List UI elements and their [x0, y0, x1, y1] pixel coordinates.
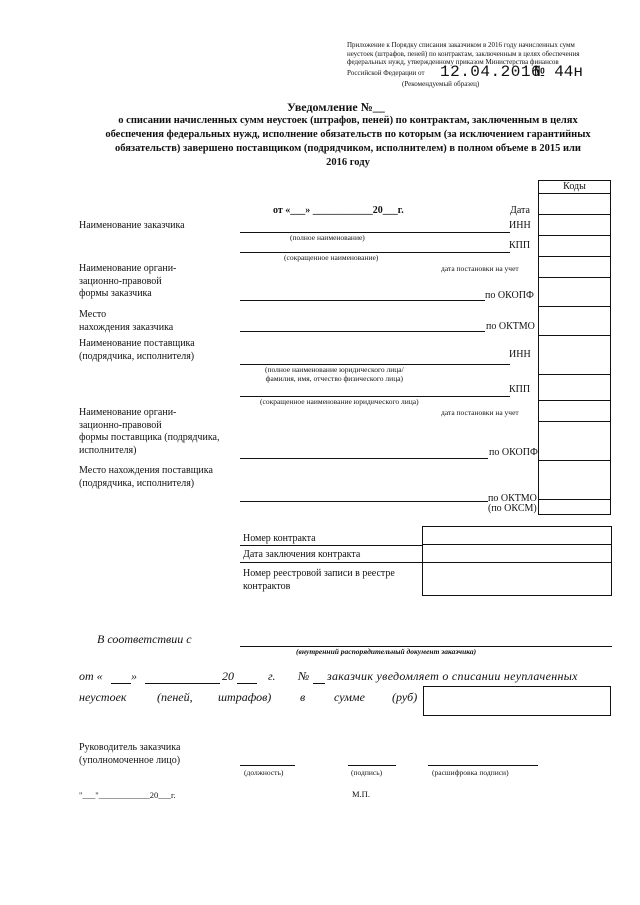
contract-date-underline — [240, 562, 422, 563]
code-label-kpp: КПП — [509, 240, 531, 251]
label-line: контрактов — [243, 581, 291, 592]
code-cell-supplier-okopf[interactable] — [538, 421, 611, 461]
label-line: Руководитель заказчика — [79, 742, 181, 753]
notice-month-line[interactable] — [145, 683, 220, 684]
caption-short-name: (сокращенное наименование) — [284, 253, 379, 262]
notice-word-penalties: неустоек — [79, 690, 127, 704]
notice-num-sign: № — [298, 669, 310, 683]
code-label-supplier-oksm: (по ОКСМ) — [488, 503, 537, 514]
label-line: зационно-правовой — [79, 419, 162, 431]
contract-number-field[interactable] — [422, 526, 612, 545]
label-line: зационно-правовой — [79, 275, 162, 287]
decoding-line[interactable] — [428, 765, 538, 766]
codes-header — [538, 180, 611, 194]
notice-word-charges: штрафов) — [218, 690, 272, 704]
signature-date: "___"____________20___г. — [79, 790, 176, 800]
notice-day-line[interactable] — [111, 683, 131, 684]
caption-full-name: (полное наименование) — [290, 233, 365, 242]
code-cell-oktmo[interactable] — [538, 306, 611, 336]
label-line: Номер реестровой записи в реестре — [243, 568, 395, 579]
code-label-supplier-okopf: по ОКОПФ — [489, 447, 538, 458]
page-title: Уведомление №__ — [287, 100, 385, 114]
notice-word-sum: сумме — [334, 690, 365, 704]
caption-position: (должность) — [244, 768, 284, 777]
code-label-supplier-inn: ИНН — [509, 349, 531, 360]
label-head — [79, 741, 180, 767]
approval-line: Российской Федерации от — [347, 69, 425, 77]
notice-according: В соответствии с — [97, 632, 192, 646]
supplier-org-form-line[interactable] — [240, 458, 488, 459]
label-line: Наименование органи- — [79, 407, 177, 418]
customer-location-line[interactable] — [240, 331, 485, 332]
position-line[interactable] — [240, 765, 295, 766]
approval-line: неустоек (штрафов, пеней) по контрактам, заключенным в целях обеспечения — [347, 49, 580, 58]
code-label-reg-date: дата постановки на учет — [441, 264, 519, 273]
label-customer-location — [79, 308, 173, 334]
subject-line: обязательств) завершено поставщиком (подрядчиком, исполнителем) в полном объеме в 2015 или — [115, 143, 581, 154]
notice-year-suffix: г. — [268, 669, 276, 683]
notice-year-line[interactable] — [237, 683, 257, 684]
code-label-supplier-oktmo: по ОКТМО — [488, 493, 537, 504]
label-supplier-location — [79, 464, 213, 490]
recommended-note: (Рекомендуемый образец) — [402, 80, 480, 88]
label-line: (подрядчика, исполнителя) — [79, 478, 195, 489]
label-line: исполнителя) — [79, 444, 137, 456]
approval-line: Приложение к Порядку списания заказчиком в 2016 году начисленных сумм — [347, 41, 575, 49]
supplier-location-line[interactable] — [240, 501, 488, 502]
label-line: формы заказчика — [79, 288, 152, 299]
label-line: нахождения заказчика — [79, 322, 174, 333]
caption-line: (полное наименование юридического лица/ — [265, 365, 404, 374]
label-line: Наименование органи- — [79, 263, 177, 274]
amount-field[interactable] — [423, 686, 611, 716]
codes-header-label: Коды — [563, 181, 586, 192]
label-line: (подрядчика, исполнителя) — [79, 351, 195, 362]
label-supplier-org-form — [79, 407, 219, 457]
customer-org-form-line[interactable] — [240, 300, 485, 301]
notice-year-prefix: 20 — [222, 669, 234, 683]
code-cell-supplier-oksm[interactable] — [538, 499, 611, 515]
label-registry-number — [243, 567, 395, 593]
label-customer-org-form — [79, 263, 176, 301]
caption-legal-full — [265, 365, 404, 383]
code-label-okopf: по ОКОПФ — [485, 290, 534, 301]
notice-number-line[interactable] — [313, 683, 325, 684]
label-contract-number: Номер контракта — [243, 533, 316, 544]
code-cell-inn[interactable] — [538, 214, 611, 236]
caption-legal-short: (сокращенное наименование юридического лица) — [260, 397, 419, 406]
caption-internal-doc: (внутренний распорядительный документ заказчика) — [296, 647, 477, 656]
notice-quote-close: » — [131, 669, 137, 683]
caption-decoding: (расшифровка подписи) — [432, 768, 509, 777]
approval-line: федеральных нужд, утвержденному приказом Министерства финансов — [347, 58, 559, 67]
code-cell-okopf[interactable] — [538, 277, 611, 307]
registry-number-field[interactable] — [422, 562, 612, 596]
subject-line: 2016 году — [326, 157, 370, 168]
code-cell-kpp[interactable] — [538, 235, 611, 257]
label-line: Место нахождения поставщика — [79, 465, 213, 476]
code-label-date: Дата — [510, 205, 530, 216]
notice-from: от « — [79, 669, 103, 683]
code-cell-supplier-oktmo[interactable] — [538, 460, 611, 500]
code-label-supplier-reg-date: дата постановки на учет — [441, 408, 519, 417]
contract-number-underline — [240, 545, 422, 546]
stamp-place: М.П. — [352, 789, 370, 799]
label-line: формы поставщика (подрядчика, — [79, 432, 220, 443]
label-contract-date: Дата заключения контракта — [243, 549, 361, 560]
code-cell-supplier-inn[interactable] — [538, 335, 611, 375]
subject-line: обеспечения федеральных нужд, исполнение обязательств по которым (за исключением гарантийных — [105, 129, 591, 140]
code-cell-supplier-reg-date[interactable] — [538, 400, 611, 422]
code-cell-supplier-kpp[interactable] — [538, 374, 611, 401]
subject-text — [78, 114, 618, 170]
code-cell-date[interactable] — [538, 193, 611, 215]
notice-word-fines: (пеней, — [157, 690, 193, 704]
signature-line[interactable] — [348, 765, 396, 766]
label-supplier-name — [79, 337, 195, 363]
order-date: 12.04.2016 — [440, 63, 542, 81]
notice-date-line: от «___» ____________20___г. — [273, 205, 404, 216]
notice-word-rub: (руб) — [392, 690, 418, 704]
label-line: (уполномоченное лицо) — [79, 755, 181, 766]
subject-line: о списании начисленных сумм неустоек (штрафов, пеней) по контрактам, заключенным в целях — [118, 115, 578, 126]
label-line: Место — [79, 309, 107, 320]
order-number: № 44н — [535, 63, 584, 81]
notice-word-in: в — [300, 690, 306, 704]
label-line: Наименование поставщика — [79, 338, 195, 349]
code-label-oktmo: по ОКТМО — [486, 321, 535, 332]
customer-full-name-line[interactable] — [240, 232, 510, 233]
contract-date-field[interactable] — [422, 544, 612, 563]
notice-text-tail: заказчик уведомляет о списании неуплаченных — [327, 669, 578, 683]
code-label-inn: ИНН — [509, 220, 531, 231]
label-customer-name: Наименование заказчика — [79, 220, 185, 231]
code-label-supplier-kpp: КПП — [509, 384, 531, 395]
caption-signature: (подпись) — [351, 768, 383, 777]
caption-line: фамилия, имя, отчество физического лица) — [265, 374, 404, 383]
code-cell-reg-date[interactable] — [538, 256, 611, 278]
